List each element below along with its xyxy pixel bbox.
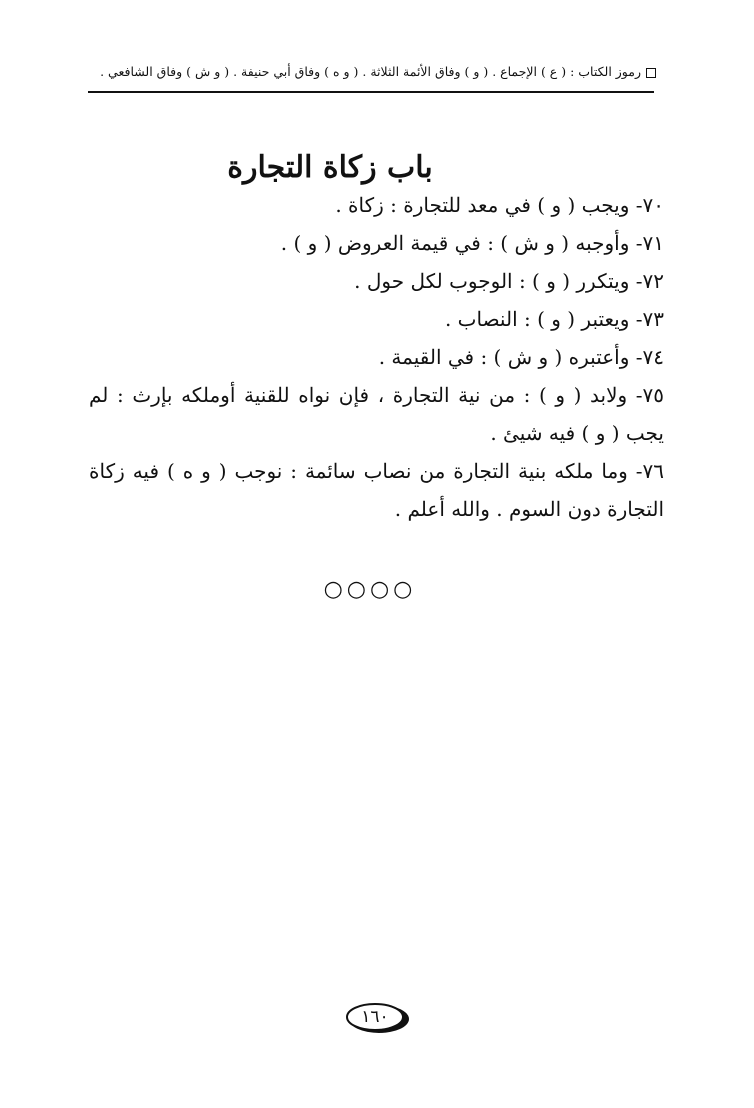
running-header (86, 62, 656, 82)
entry-71: ٧١- وأوجبه ( و ش ) : في قيمة العروض ( و ) . (280, 231, 664, 255)
page-number: ١٦٠ (361, 1007, 389, 1027)
entries-list (89, 186, 664, 528)
entry-70: ٧٠- ويجب ( و ) في معد للتجارة : زكاة . (335, 193, 664, 217)
page-number-badge (342, 1000, 416, 1038)
entry-74: ٧٤- وأعتبره ( و ش ) : في القيمة . (378, 345, 664, 369)
entry-76: ٧٦- وما ملكه بنية التجارة من نصاب سائمة : نوجب ( و ه ) فيه زكاة التجارة دون السوم . والله أعلم . (89, 459, 664, 521)
header-rule (88, 91, 654, 93)
square-bullet-icon (646, 68, 656, 78)
entry-72: ٧٢- ويتكرر ( و ) : الوجوب لكل حول . (354, 269, 664, 293)
entry-75: ٧٥- ولابد ( و ) : من نية التجارة ، فإن نواه للقنية أوملكه بإرث : لم يجب ( و ) فيه شيئ . (89, 383, 664, 445)
entry-73: ٧٣- ويعتبر ( و ) : النصاب . (444, 307, 664, 331)
section-end-ornament: ○○○○ (323, 577, 417, 602)
running-header-text: رموز الكتاب : ( ع ) الإجماع . ( و ) وفاق الأئمة الثلاثة . ( و ه ) وفاق أبي حنيفة . ( و ش ) وفاق الشافعي . (100, 64, 641, 79)
chapter-title: باب زكاة التجارة (227, 150, 433, 186)
